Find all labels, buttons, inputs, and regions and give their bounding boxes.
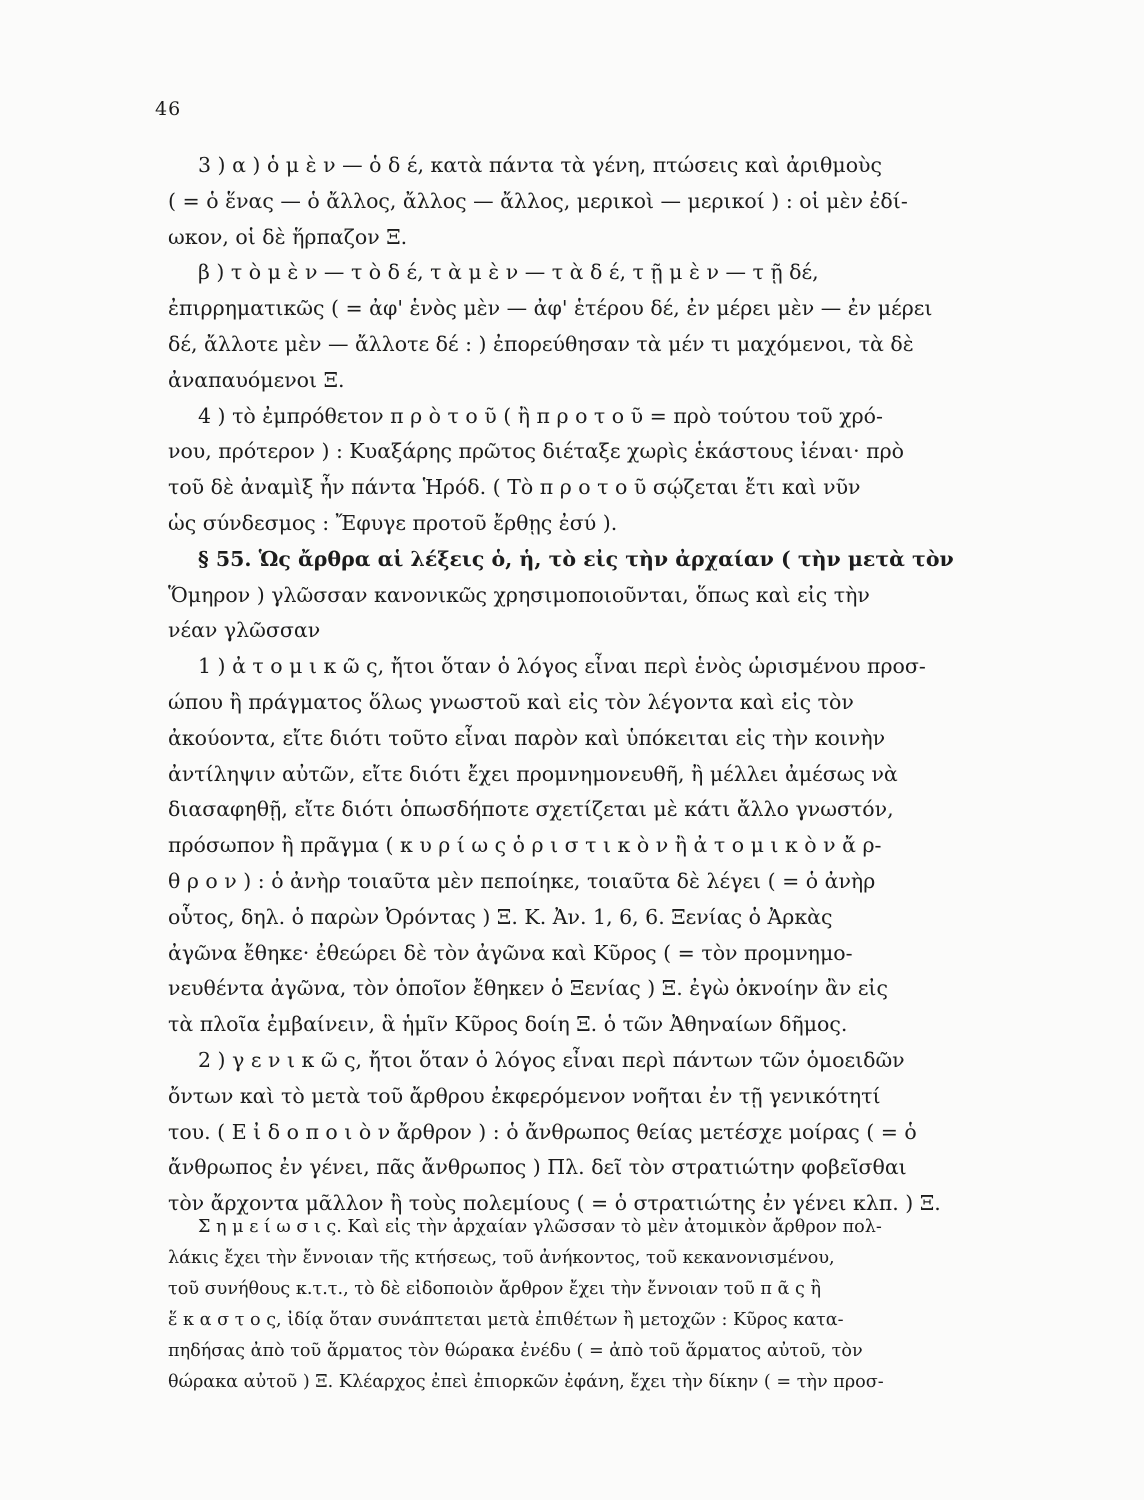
text-line: ἀντίληψιν αὐτῶν, εἴτε διότι ἔχει προμνημονευθῆ, ἢ μέλλει ἀμέσως νὰ	[168, 761, 898, 786]
note-line: θώρακα αὐτοῦ ) Ξ. Κλέαρχος ἐπεὶ ἐπιορκῶν ἐφάνη, ἔχει τὴν δίκην ( = τὴν προσ-	[168, 1372, 884, 1392]
text-line: του. ( Ε ἰ δ ο π ο ι ὸ ν ἄρθρον ) : ὁ ἄνθρωπος θείας μετέσχε μοίρας ( = ὁ	[168, 1119, 917, 1144]
text-line: ἀγῶνα ἔθηκε· ἐθεώρει δὲ τὸν ἀγῶνα καὶ Κῦρος ( = τὸν προμνημο-	[168, 940, 853, 965]
text-line: διασαφηθῇ, εἴτε διότι ὁπωσδήποτε σχετίζεται μὲ κάτι ἄλλο γνωστόν,	[168, 797, 894, 822]
text-line: 2 ) γ ε ν ι κ ῶ ς, ἤτοι ὅταν ὁ λόγος εἶναι περὶ πάντων τῶν ὁμοειδῶν	[198, 1047, 905, 1072]
text-line: νου, πρότερον ) : Κυαξάρης πρῶτος διέταξε χωρὶς ἑκάστους ἰέναι· πρὸ	[168, 439, 904, 464]
text-line: τοῦ δὲ ἀναμὶξ ἦν πάντα Ἡρόδ. ( Τὸ π ρ ο τ ο ῦ σῴζεται ἔτι καὶ νῦν	[168, 475, 861, 500]
text-line: ώπου ἢ πράγματος ὅλως γνωστοῦ καὶ εἰς τὸν λέγοντα καὶ εἰς τὸν	[168, 689, 854, 714]
text-line: 1 ) ἀ τ ο μ ι κ ῶ ς, ἤτοι ὅταν ὁ λόγος εἶναι περὶ ἑνὸς ὡρισμένου προσ-	[198, 654, 926, 679]
text-line: νευθέντα ἀγῶνα, τὸν ὁποῖον ἔθηκεν ὁ Ξενίας ) Ξ. ἐγὼ ὀκνοίην ἂν εἰς	[168, 976, 888, 1001]
note-line: ἕ κ α σ τ ο ς, ἰδίᾳ ὅταν συνάπτεται μετὰ ἐπιθέτων ἢ μετοχῶν : Κῦρος κατα-	[168, 1310, 844, 1330]
text-line: τὰ πλοῖα ἐμβαίνειν, ἃ ἡμῖν Κῦρος δοίη Ξ. ὁ τῶν Ἀθηναίων δῆμος.	[168, 1012, 848, 1037]
note-line: πηδήσας ἀπὸ τοῦ ἅρματος τὸν θώρακα ἐνέδυ ( = ἀπὸ τοῦ ἅρματος αὐτοῦ, τὸν	[168, 1341, 863, 1361]
section-heading-line: § 55. Ὡς ἄρθρα αἱ λέξεις ὁ, ἡ, τὸ εἰς τὴν ἀρχαίαν ( τὴν μετὰ τὸν	[198, 546, 954, 571]
text-line: πρόσωπον ἢ πρᾶγμα ( κ υ ρ ί ω ς ὁ ρ ι σ τ ι κ ὸ ν ἢ ἀ τ ο μ ι κ ὸ ν ἄ ρ-	[168, 833, 882, 858]
main-text	[168, 148, 994, 1222]
note-line: λάκις ἔχει τὴν ἔννοιαν τῆς κτήσεως, τοῦ ἀνήκοντος, τοῦ κεκανονισμένου,	[168, 1248, 835, 1268]
text-line: νέαν γλῶσσαν	[168, 618, 321, 643]
text-line: ωκον, οἱ δὲ ἥρπαζον Ξ.	[168, 224, 408, 249]
text-line: ὡς σύνδεσμος : Ἔφυγε προτοῦ ἔρθῃς ἐσύ ).	[168, 510, 618, 535]
text-line: Ὅμηρον ) γλῶσσαν κανονικῶς χρησιμοποιοῦνται, ὅπως καὶ εἰς τὴν	[168, 582, 870, 607]
text-line: ἐπιρρηματικῶς ( = ἀφ' ἑνὸς μὲν — ἀφ' ἑτέρου δέ, ἐν μέρει μὲν — ἐν μέρει	[168, 296, 933, 321]
remark-note	[168, 1212, 994, 1398]
text-line: 3 ) α ) ὁ μ ὲ ν — ὁ δ έ, κατὰ πάντα τὰ γένη, πτώσεις καὶ ἀριθμοὺς	[198, 153, 882, 177]
text-line: β ) τ ὸ μ ὲ ν — τ ὸ δ έ, τ ὰ μ ὲ ν — τ ὰ δ έ, τ ῇ μ ὲ ν — τ ῇ δέ,	[198, 260, 819, 285]
note-line: τοῦ συνήθους κ.τ.τ., τὸ δὲ εἰδοποιὸν ἄρθρον ἔχει τὴν ἔννοιαν τοῦ π ᾶ ς ἢ	[168, 1279, 822, 1299]
text-line: 4 ) τὸ ἐμπρόθετον π ρ ὸ τ ο ῦ ( ἢ π ρ ο τ ο ῦ = πρὸ τούτου τοῦ χρό-	[198, 403, 883, 428]
text-line: θ ρ ο ν ) : ὁ ἀνὴρ τοιαῦτα μὲν πεποίηκε, τοιαῦτα δὲ λέγει ( = ὁ ἀνὴρ	[168, 868, 876, 893]
text-line: ἀναπαυόμενοι Ξ.	[168, 367, 345, 392]
page-number: 46	[155, 98, 182, 120]
text-line: τὸν ἄρχοντα μᾶλλον ἢ τοὺς πολεμίους ( = ὁ στρατιώτης ἐν γένει κλπ. ) Ξ.	[168, 1191, 941, 1216]
note-line: Σ η μ ε ί ω σ ι ς. Καὶ εἰς τὴν ἀρχαίαν γλῶσσαν τὸ μὲν ἀτομικὸν ἄρθρον πολ-	[198, 1217, 882, 1237]
text-line: ἀκούοντα, εἴτε διότι τοῦτο εἶναι παρὸν καὶ ὑπόκειται εἰς τὴν κοινὴν	[168, 725, 886, 750]
text-line: ὄντων καὶ τὸ μετὰ τοῦ ἄρθρου ἐκφερόμενον νοῆται ἐν τῇ γενικότητί	[168, 1083, 881, 1108]
text-line: οὗτος, δηλ. ὁ παρὼν Ὀρόντας ) Ξ. Κ. Ἀν. 1, 6, 6. Ξενίας ὁ Ἀρκὰς	[168, 904, 833, 929]
text-line: ἄνθρωπος ἐν γένει, πᾶς ἄνθρωπος ) Πλ. δεῖ τὸν στρατιώτην φοβεῖσθαι	[168, 1155, 907, 1180]
text-line: ( = ὁ ἕνας — ὁ ἄλλος, ἄλλος — ἄλλος, μερικοὶ — μερικοί ) : οἱ μὲν ἐδί-	[168, 188, 908, 213]
text-line: δέ, ἄλλοτε μὲν — ἄλλοτε δέ : ) ἐπορεύθησαν τὰ μέν τι μαχόμενοι, τὰ δὲ	[168, 331, 914, 356]
